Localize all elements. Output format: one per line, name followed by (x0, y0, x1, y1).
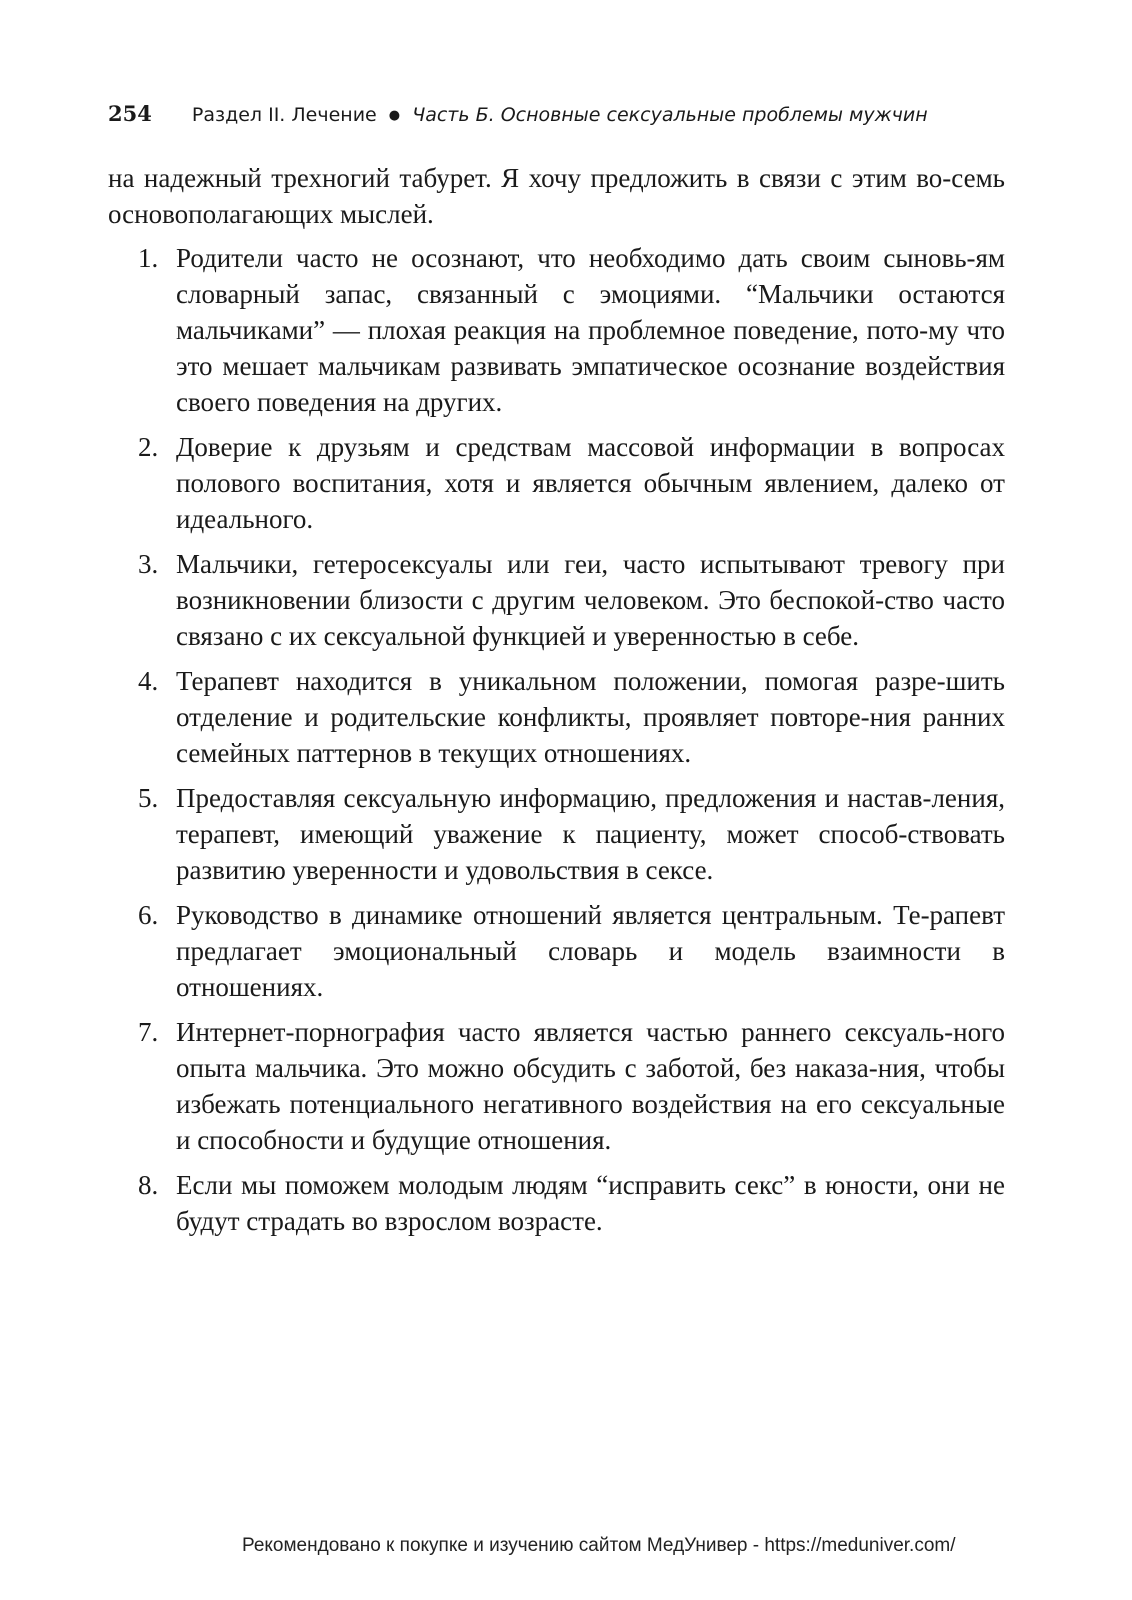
list-item-number: 8. (138, 1170, 159, 1200)
list-item-text: Интернет-порнография часто является частью раннего сексуаль-ного опыта мальчика. Это можно обсудить с заботой, без наказа-ния, чтобы избежать потенциального негативного воздействия на его сексуальные и способности и будущие отношения. (176, 1017, 1005, 1155)
list-item-number: 5. (138, 783, 159, 813)
list-item (108, 429, 1005, 537)
part-title: Часть Б. Основные сексуальные проблемы мужчин (412, 104, 928, 126)
list-item-text: Родители часто не осознают, что необходимо дать своим сыновь-ям словарный запас, связанный с эмоциями. “Мальчики остаются мальчиками” — плохая реакция на проблемное поведение, пото-му что это мешает мальчикам развивать эмпатическое осознание воздействия своего поведения на других. (176, 243, 1005, 417)
section-title: Раздел II. Лечение (191, 104, 377, 126)
footer-watermark-text: Рекомендовано к покупке и изучению сайтом МедУнивер - https://meduniver.com/ (242, 1535, 956, 1556)
list-item (108, 1167, 1005, 1239)
main-text (108, 160, 1005, 1248)
list-item-number: 6. (138, 900, 159, 930)
list-item-text: Терапевт находится в уникальном положении, помогая разре-шить отделение и родительские конфликты, проявляет повторе-ния ранних семейных паттернов в текущих отношениях. (176, 666, 1005, 768)
list-item (108, 240, 1005, 420)
list-item (108, 897, 1005, 1005)
list-item-text: Предоставляя сексуальную информацию, предложения и настав-ления, терапевт, имеющий уважение к пациенту, может способ-ствовать развитию уверенности и удовольствия в сексе. (176, 783, 1005, 885)
list-item-number: 1. (138, 243, 159, 273)
running-header (108, 100, 1028, 130)
list-item-number: 7. (138, 1017, 159, 1047)
list-item-number: 4. (138, 666, 159, 696)
list-item-text: Если мы поможем молодым людям “исправить секс” в юности, они не будут страдать во взрослом возрасте. (176, 1170, 1005, 1236)
list-item (108, 1014, 1005, 1158)
list-item (108, 780, 1005, 888)
list-item-number: 2. (138, 432, 159, 462)
list-item-text: Доверие к друзьям и средствам массовой информации в вопросах полового воспитания, хотя и является обычным явлением, далеко от идеального. (176, 432, 1005, 534)
list-item-number: 3. (138, 549, 159, 579)
intro-paragraph: на надежный трехногий табурет. Я хочу предложить в связи с этим во-семь основополагающих мыслей. (108, 163, 1005, 229)
page-number: 254 (108, 101, 152, 126)
list-item (108, 546, 1005, 654)
list-item-text: Руководство в динамике отношений является центральным. Те-рапевт предлагает эмоциональный словарь и модель взаимности в отношениях. (176, 900, 1005, 1002)
list-item (108, 663, 1005, 771)
bullet-separator-icon: ● (388, 108, 401, 123)
numbered-list (108, 240, 1005, 1239)
list-item-text: Мальчики, гетеросексуалы или геи, часто испытывают тревогу при возникновении близости с другим человеком. Это беспокой-ство часто связано с их сексуальной функцией и уверенностью в себе. (176, 549, 1005, 651)
